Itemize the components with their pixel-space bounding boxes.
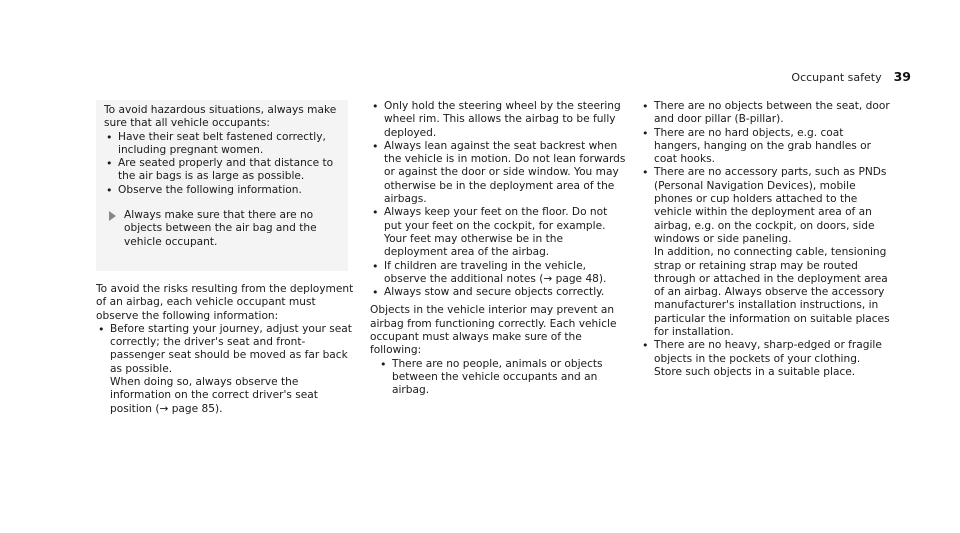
section-title: Occupant safety: [791, 71, 882, 84]
list-item: • Always stow and secure objects correctly.: [370, 286, 628, 299]
paragraph: Objects in the vehicle interior may prevent an airbag from functioning correctly. Each vehicle occupant must always make sure of the following:: [370, 304, 617, 357]
list-item: • There are no accessory parts, such as PNDs (Personal Navigation Devices), mobile phones or cup holders attached to the vehicle within the deployment area of an airbag, e.g. on the cockpit, on doors, side windows or side paneling.: [640, 166, 890, 246]
list-item: • Always keep your feet on the floor. Do not put your feet on the cockpit, for example. Your feet may otherwise be in the deployment area of the airbag.: [370, 206, 628, 259]
list-item: • Only hold the steering wheel by the steering wheel rim. This allows the airbag to be fully deployed.: [370, 100, 628, 140]
column-1: [96, 100, 358, 416]
page-number: 39: [893, 69, 911, 84]
bullet-list: [96, 323, 358, 376]
list-item: • Before starting your journey, adjust your seat correctly; the driver's seat and front-passenger seat should be moved as far back as possible.: [96, 323, 358, 376]
safety-box-content: [104, 104, 344, 249]
list-item: • Always lean against the seat backrest when the vehicle is in motion. Do not lean forwards or against the door or side window. You may otherwise be in the deployment area of the airbags.: [370, 140, 628, 206]
continuation-text: When doing so, always observe the information on the correct driver's seat position (→ page 85).: [110, 376, 318, 415]
bullet-list: [640, 339, 890, 379]
safety-note-text: Always make sure that there are no objects between the air bag and the vehicle occupant.: [124, 209, 317, 248]
list-item: • There are no heavy, sharp-edged or fragile objects in the pockets of your clothing. Store such objects in a suitable place.: [640, 339, 890, 379]
list-item: • Observe the following information.: [104, 184, 344, 197]
arrow-right-icon: [109, 211, 116, 221]
page-header: [791, 70, 911, 84]
safety-box-list: [104, 131, 344, 197]
column-2: [370, 100, 628, 398]
paragraph: To avoid the risks resulting from the deployment of an airbag, each vehicle occupant must observe the following information:: [96, 283, 354, 322]
bullet-list: [370, 100, 628, 299]
bullet-list: [640, 100, 890, 246]
safety-box-intro: To avoid hazardous situations, always make sure that all vehicle occupants:: [104, 104, 337, 130]
list-item: • There are no people, animals or objects between the vehicle occupants and an airbag.: [378, 358, 628, 398]
list-item: • If children are traveling in the vehicle, observe the additional notes (→ page 48).: [370, 260, 628, 287]
safety-note: [104, 209, 344, 249]
sub-bullet-list: [378, 358, 628, 398]
list-item: • Are seated properly and that distance to the air bags is as large as possible.: [104, 157, 344, 184]
column-3: [640, 100, 890, 379]
safety-box: [96, 100, 348, 271]
list-item: • Have their seat belt fastened correctly, including pregnant women.: [104, 131, 344, 158]
list-item: • There are no hard objects, e.g. coat hangers, hanging on the grab handles or coat hooks.: [640, 127, 890, 167]
list-item: • There are no objects between the seat, door and door pillar (B-pillar).: [640, 100, 890, 127]
continuation-text: In addition, no connecting cable, tensioning strap or retaining strap may be routed through or attached in the deployment area of an airbag. Always observe the accessory manufacturer's installation instructions, in particular the information on suitable places for installation.: [654, 246, 890, 339]
